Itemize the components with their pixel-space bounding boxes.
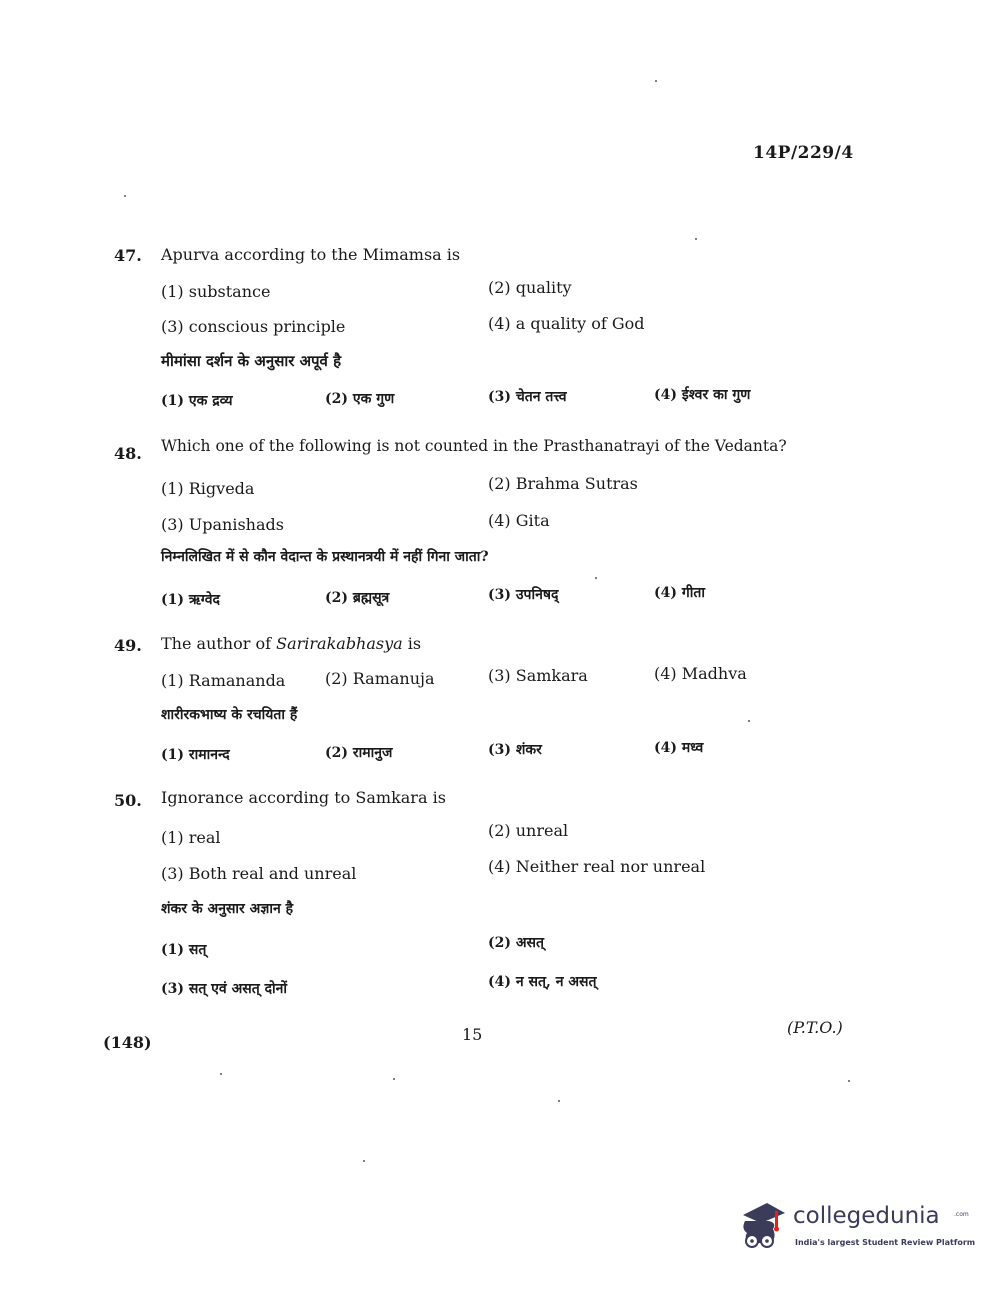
logo-tagline: India's largest Student Review Platform xyxy=(795,1238,976,1247)
option-hindi: (4) न सत्, न असत् xyxy=(488,974,597,990)
option-hindi: (1) ऋग्वेद xyxy=(161,592,220,608)
question-text-italic: Sarirakabhasya xyxy=(276,634,403,653)
question-text-hindi: शारीरकभाष्य के रचयिता हैं xyxy=(161,707,298,723)
scan-speck xyxy=(848,1080,850,1082)
paper-code: 14P/229/4 xyxy=(753,143,854,163)
pto-note: (P.T.O.) xyxy=(787,1018,843,1037)
scan-speck xyxy=(124,195,126,197)
scan-speck xyxy=(558,1100,560,1102)
option-hindi: (2) ब्रह्मसूत्र xyxy=(325,590,390,606)
scan-speck xyxy=(695,238,697,240)
option-hindi: (2) असत् xyxy=(488,935,545,951)
option-hindi: (3) शंकर xyxy=(488,742,542,758)
question-text: Which one of the following is not counted in the Prasthanatrayi of the Vedanta? xyxy=(161,437,787,455)
scan-speck xyxy=(363,1160,365,1162)
option-hindi: (4) ईश्वर का गुण xyxy=(654,387,751,403)
question-text-suffix: is xyxy=(402,634,422,653)
question-text xyxy=(161,634,421,653)
question-text: Ignorance according to Samkara is xyxy=(161,788,446,807)
option: (3) conscious principle xyxy=(161,317,346,336)
option-hindi: (1) सत् xyxy=(161,942,207,958)
booklet-code: (148) xyxy=(103,1033,152,1052)
option: (3) Upanishads xyxy=(161,515,284,534)
option: (4) Gita xyxy=(488,511,550,530)
option: (4) a quality of God xyxy=(488,314,645,333)
option: (3) Both real and unreal xyxy=(161,864,357,883)
option: (2) Ramanuja xyxy=(325,669,435,688)
option-hindi: (3) चेतन तत्त्व xyxy=(488,389,567,405)
scan-speck xyxy=(748,720,750,722)
question-number: 47. xyxy=(114,246,142,265)
option: (2) Brahma Sutras xyxy=(488,474,638,493)
logo-wordmark: collegedunia xyxy=(793,1203,940,1229)
question-text-hindi: मीमांसा दर्शन के अनुसार अपूर्व है xyxy=(161,352,342,370)
option: (1) Ramananda xyxy=(161,671,286,690)
question-text: Apurva according to the Mimamsa is xyxy=(161,245,461,264)
logo-tld: .com xyxy=(954,1211,969,1218)
option: (2) quality xyxy=(488,278,572,297)
option-hindi: (2) एक गुण xyxy=(325,391,395,407)
student-mascot-icon xyxy=(737,1199,787,1255)
option: (2) unreal xyxy=(488,821,569,840)
option: (1) Rigveda xyxy=(161,479,255,498)
option: (4) Neither real nor unreal xyxy=(488,857,706,876)
collegedunia-logo xyxy=(733,1197,976,1257)
question-number: 48. xyxy=(114,444,142,463)
question-text-hindi: शंकर के अनुसार अज्ञान है xyxy=(161,901,294,917)
option-hindi: (3) सत् एवं असत् दोनों xyxy=(161,981,288,997)
question-text-hindi: निम्नलिखित में से कौन वेदान्त के प्रस्थानत्रयी में नहीं गिना जाता? xyxy=(161,549,489,565)
option: (1) substance xyxy=(161,282,271,301)
question-number: 49. xyxy=(114,636,142,655)
scan-speck xyxy=(220,1073,222,1075)
question-text-prefix: The author of xyxy=(161,634,277,653)
scan-speck xyxy=(595,577,597,579)
option: (4) Madhva xyxy=(654,664,747,683)
option-hindi: (1) एक द्रव्य xyxy=(161,393,233,409)
page-number: 15 xyxy=(462,1025,483,1044)
scan-speck xyxy=(393,1078,395,1080)
option-hindi: (1) रामानन्द xyxy=(161,747,230,763)
option: (3) Samkara xyxy=(488,666,588,685)
option-hindi: (4) गीता xyxy=(654,585,705,601)
option-hindi: (3) उपनिषद् xyxy=(488,587,559,603)
option-hindi: (2) रामानुज xyxy=(325,745,393,761)
question-number: 50. xyxy=(114,791,142,810)
option: (1) real xyxy=(161,828,221,847)
scan-speck xyxy=(655,80,657,82)
option-hindi: (4) मध्व xyxy=(654,740,704,756)
